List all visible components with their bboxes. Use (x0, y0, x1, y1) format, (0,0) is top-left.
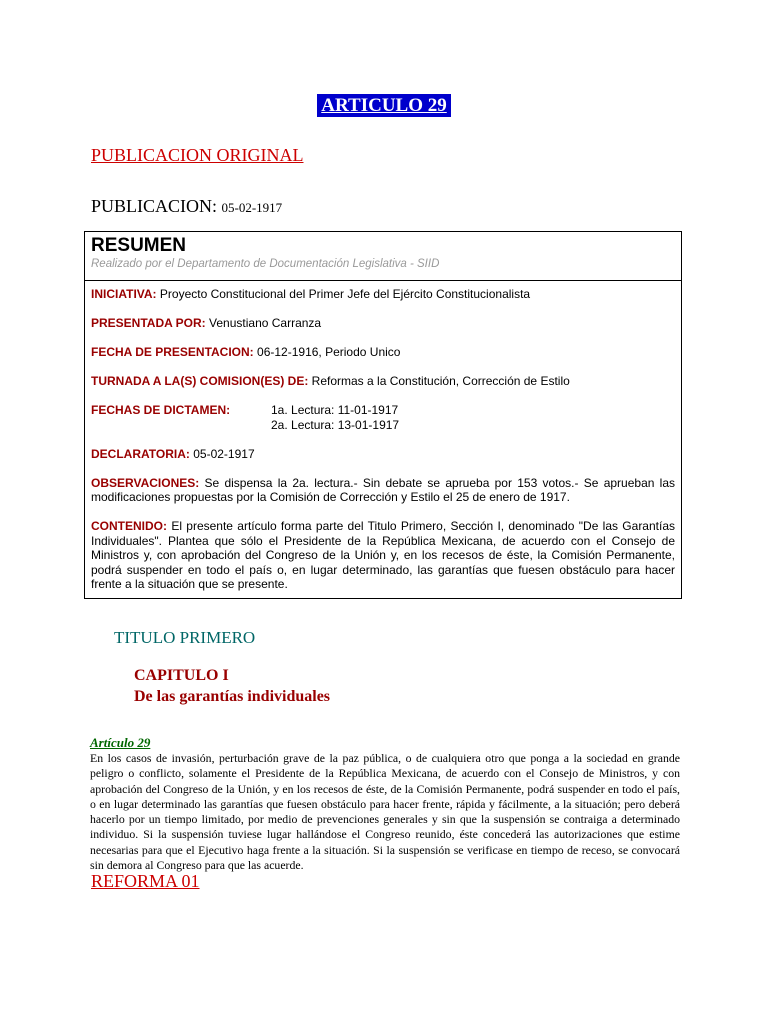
resumen-box (84, 231, 682, 599)
titulo-heading: TITULO PRIMERO (114, 628, 256, 647)
iniciativa-value: Proyecto Constitucional del Primer Jefe del Ejército Constitucionalista (159, 287, 531, 301)
declaratoria-row (91, 447, 675, 462)
presentada-value: Venustiano Carranza (209, 316, 322, 330)
resumen-subtitle: Realizado por el Departamento de Documentación Legislativa - SIID (91, 258, 440, 270)
fecha-presentacion-row (91, 345, 675, 360)
contenido-value: El presente artículo forma parte del Titulo Primero, Sección I, denominado "De las Garantías Individuales". Plantea que sólo el Presidente de la República Mexicana, de acuerdo con el Consejo de Ministros y, con aprobación del Congreso de la Unión y, en los recesos de éste, la Comisión Permanente, podrá suspender en todo el país o, en lugar determinado, las garantías que fuesen obstáculo para hacer frente a la situación que se presente. (91, 519, 676, 591)
fechas-dictamen-label: FECHAS DE DICTAMEN: (91, 403, 231, 417)
fechas-dictamen-values (271, 403, 399, 432)
article-title-wrapper (0, 94, 768, 117)
reforma-link[interactable]: REFORMA 01 (91, 871, 200, 891)
observaciones-value: Se dispensa la 2a. lectura.- Sin debate se aprueba por 153 votos.- Se aprueban las modificaciones propuestas por la Comisión de Corrección y Estilo el 25 de enero de 1917. (91, 475, 676, 504)
fecha-presentacion-label: FECHA DE PRESENTACION: (91, 345, 254, 359)
articulo-text: En los casos de invasión, perturbación grave de la paz pública, o de cualquiera otro que ponga a la sociedad en grande peligro o conflicto, solamente el Presidente de la República Mexicana, de acuerdo con el Consejo de Ministros, y con aprobación del Congreso de la Unión, y en los recesos de éste, de la Comisión Permanente, podrá suspender en todo el país, o en lugar determinado las garantías que fuesen obstáculo para hacer frente, rápida y fácilmente, a la situación; pero deberá hacerlo por un tiempo limitado, por medio de prevenciones generales y sin que la suspensión se contraiga a determinado individuo. Si la suspensión tuviese lugar hallándose el Congreso reunido, éste concederá las autorizaciones que estime necesarias para que el Ejecutivo haga frente a la situación. Si la suspensión se verificase en tiempo de receso, se convocará sin demora al Congreso para que las acuerde. (90, 751, 680, 873)
publication-line (91, 196, 282, 217)
publication-date: 05-02-1917 (221, 200, 283, 215)
presentada-label: PRESENTADA POR: (91, 316, 206, 330)
observaciones-row (91, 476, 675, 505)
fecha-presentacion-value: 06-12-1916, Periodo Unico (257, 345, 401, 359)
contenido-row (91, 519, 675, 592)
contenido-label: CONTENIDO: (91, 519, 167, 533)
publication-label: PUBLICACION: (91, 196, 218, 216)
declaratoria-label: DECLARATORIA: (91, 446, 190, 461)
resumen-body (85, 281, 681, 592)
observaciones-label: OBSERVACIONES: (91, 475, 200, 490)
publication-original-link[interactable]: PUBLICACION ORIGINAL (91, 145, 304, 165)
resumen-title: RESUMEN (91, 235, 187, 256)
lectura-2: 2a. Lectura: 13-01-1917 (271, 417, 400, 432)
lectura-1: 1a. Lectura: 11-01-1917 (271, 403, 399, 417)
declaratoria-value: 05-02-1917 (193, 446, 255, 461)
turnada-value: Reformas a la Constitución, Corrección de Estilo (311, 374, 570, 388)
capitulo-heading: CAPITULO I (134, 667, 229, 684)
fechas-dictamen-row (91, 403, 675, 432)
turnada-row (91, 374, 675, 389)
turnada-label: TURNADA A LA(S) COMISION(ES) DE: (91, 374, 309, 388)
presentada-row (91, 316, 675, 331)
article-title: ARTICULO 29 (317, 94, 451, 117)
articulo-link[interactable]: Artículo 29 (90, 735, 151, 750)
iniciativa-label: INICIATIVA: (91, 287, 157, 301)
iniciativa-row (91, 287, 675, 302)
resumen-header (85, 232, 681, 281)
capitulo-subheading: De las garantías individuales (134, 688, 331, 705)
